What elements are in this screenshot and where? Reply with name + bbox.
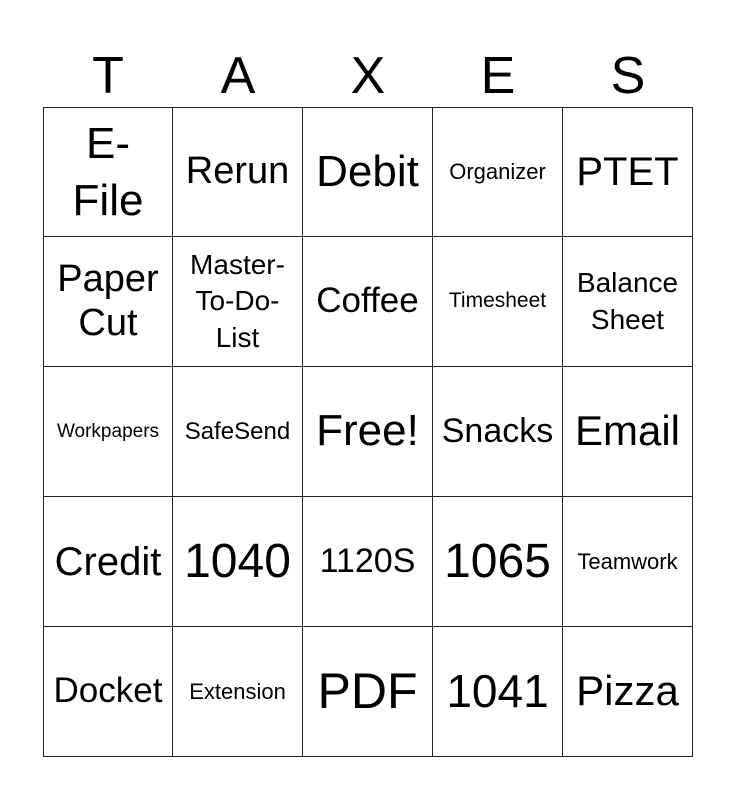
cell-label: Coffee bbox=[316, 281, 419, 321]
bingo-board bbox=[43, 107, 693, 757]
bingo-cell[interactable] bbox=[173, 237, 303, 367]
header-letter-a: A bbox=[220, 47, 256, 105]
bingo-cell[interactable] bbox=[173, 497, 303, 627]
cell-label: Pizza bbox=[576, 667, 679, 715]
bingo-cell[interactable] bbox=[303, 367, 433, 497]
bingo-cell[interactable] bbox=[303, 627, 433, 757]
cell-label: Debit bbox=[316, 146, 419, 196]
bingo-cell[interactable] bbox=[43, 237, 173, 367]
free-space: Free! bbox=[316, 406, 419, 456]
header-letter-x: X bbox=[350, 47, 386, 105]
cell-label: PDF bbox=[317, 662, 418, 719]
header-letter-e: E bbox=[480, 47, 516, 105]
bingo-cell[interactable] bbox=[433, 497, 563, 627]
bingo-cell[interactable] bbox=[563, 627, 693, 757]
cell-label: 1065 bbox=[444, 534, 551, 588]
cell-label: SafeSend bbox=[184, 417, 291, 445]
cell-label: Rerun bbox=[185, 150, 290, 193]
bingo-cell[interactable] bbox=[43, 367, 173, 497]
cell-label: 1120S bbox=[319, 541, 416, 580]
bingo-cell[interactable] bbox=[433, 367, 563, 497]
cell-label: 1040 bbox=[184, 534, 291, 588]
header-letter-t: T bbox=[92, 47, 124, 105]
cell-label: Balance Sheet bbox=[576, 267, 679, 335]
bingo-cell[interactable] bbox=[43, 627, 173, 757]
bingo-cell[interactable] bbox=[433, 627, 563, 757]
bingo-cell[interactable] bbox=[173, 367, 303, 497]
bingo-cell[interactable] bbox=[173, 107, 303, 237]
bingo-cell[interactable] bbox=[433, 237, 563, 367]
bingo-cell[interactable] bbox=[43, 497, 173, 627]
cell-label: PTET bbox=[576, 150, 679, 194]
cell-label: Snacks bbox=[441, 411, 554, 450]
bingo-cell[interactable] bbox=[563, 367, 693, 497]
bingo-cell[interactable] bbox=[303, 237, 433, 367]
cell-label: Teamwork bbox=[577, 548, 678, 574]
bingo-cell[interactable] bbox=[563, 107, 693, 237]
cell-label: 1041 bbox=[446, 665, 549, 718]
cell-label: Docket bbox=[53, 671, 163, 711]
header-letter-s: S bbox=[610, 47, 646, 105]
cell-label: Organizer bbox=[449, 159, 546, 185]
bingo-cell[interactable] bbox=[563, 497, 693, 627]
bingo-cell[interactable] bbox=[173, 627, 303, 757]
bingo-cell[interactable] bbox=[563, 237, 693, 367]
cell-label: Email bbox=[574, 407, 681, 455]
bingo-cell[interactable] bbox=[433, 107, 563, 237]
bingo-cell[interactable] bbox=[43, 107, 173, 237]
cell-label: Workpapers bbox=[56, 420, 160, 442]
bingo-header bbox=[43, 44, 693, 108]
cell-label: Master- To-Do- List bbox=[190, 248, 285, 353]
cell-label: Timesheet bbox=[448, 289, 547, 313]
cell-label: E- File bbox=[72, 118, 144, 225]
cell-label: Paper Cut bbox=[57, 257, 159, 344]
bingo-cell[interactable] bbox=[303, 107, 433, 237]
bingo-cell[interactable] bbox=[303, 497, 433, 627]
cell-label: Credit bbox=[54, 539, 162, 584]
cell-label: Extension bbox=[189, 678, 286, 704]
